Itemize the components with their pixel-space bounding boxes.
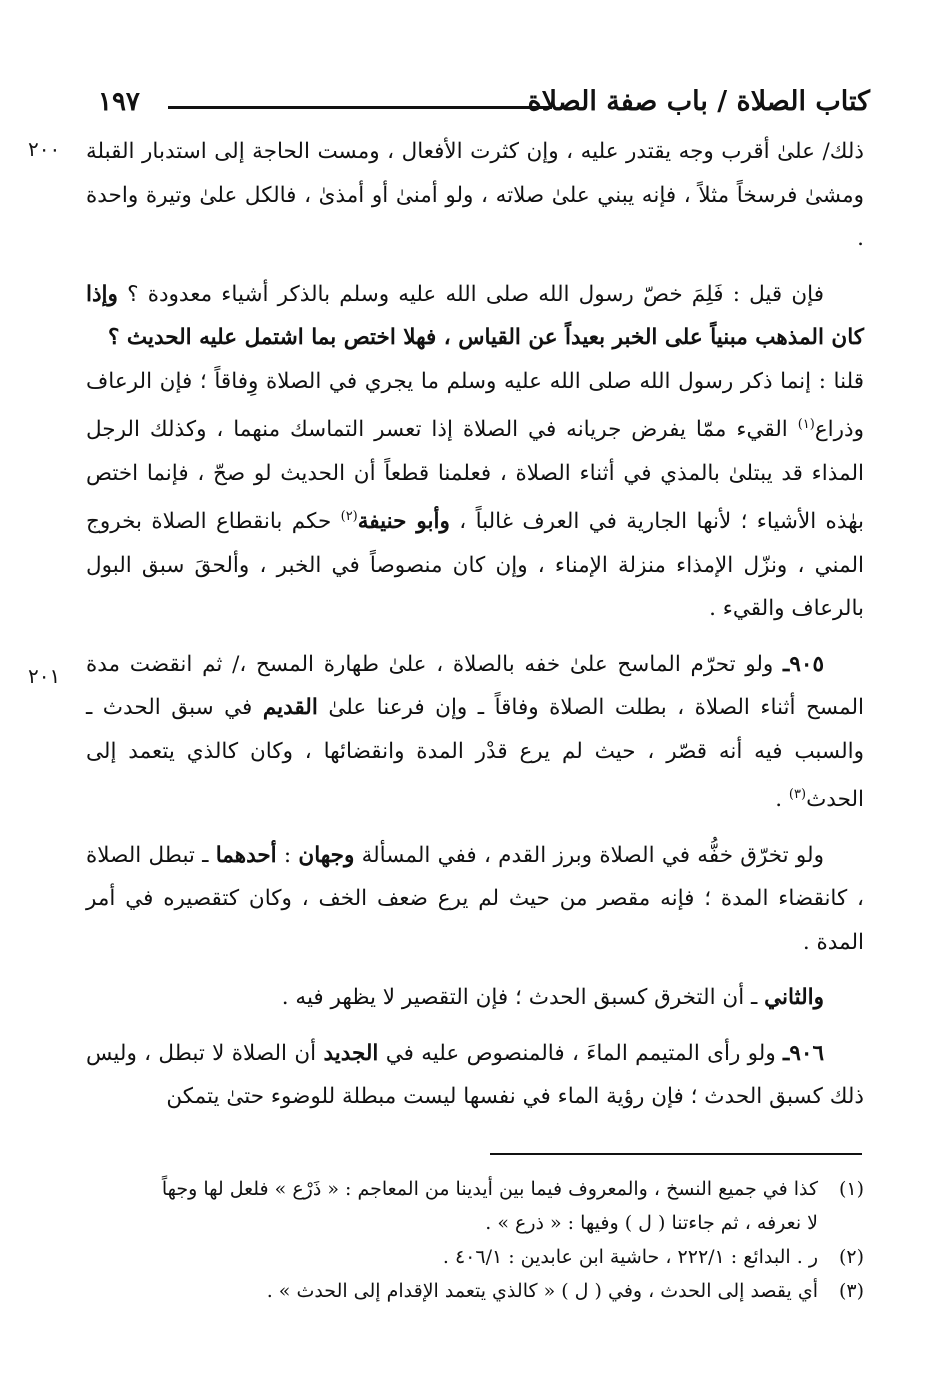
paragraph-text: ـ أن التخرق كسبق الحدث ؛ فإن التقصير لا يظهر فيه . xyxy=(281,985,765,1011)
footnote-ref: (١) xyxy=(797,417,815,432)
running-title: كتاب الصلاة / باب صفة الصلاة xyxy=(527,86,870,117)
paragraph-text: في سبق الحدث ـ والسبب فيه أنه قصّر ، حيث لم يرع قدْر المدة وانقضائها ، وكان كالذي يتعمد إلى الحدث xyxy=(86,695,865,813)
issue-number: ٩٠٦ـ xyxy=(783,1040,825,1066)
paragraph-text: ولو رأى المتيمم الماءَ ، فالمنصوص عليه في xyxy=(385,1040,784,1066)
footnote-marker: (١) xyxy=(838,1178,864,1200)
paragraph-text: فإن قيل : فَلِمَ خصّ رسول الله صلى الله عليه وسلم بالذكر أشياء معدودة ؟ xyxy=(127,281,824,307)
header-rule xyxy=(168,106,552,109)
paragraph-text: ـ تبطل الصلاة ، كانقضاء المدة ؛ فإنه مقصر من حيث لم يرع ضعف الخف ، وكان كتقصيره في أمر المدة . xyxy=(86,842,864,955)
bold-term: والثاني xyxy=(764,985,824,1011)
paragraph xyxy=(86,273,864,360)
footnote xyxy=(86,1172,864,1206)
footnote xyxy=(86,1274,864,1308)
footnote-text: لا نعرفه ، ثم جاءتنا ( ل ) وفيها : « ذرع » . xyxy=(485,1212,818,1234)
main-text xyxy=(86,130,864,1119)
paragraph-text: قلنا : إنما ذكر رسول الله صلى الله عليه وسلم ما يجري في الصلاة وِفاقاً ؛ فإن الرعاف وذراع xyxy=(86,368,864,443)
paragraph-text: أن الصلاة لا تبطل ، وليس ذلك كسبق الحدث ؛ فإن رؤية الماء في نفسها ليست مبطلة للوضوء حتىٰ يتمكن xyxy=(86,1040,864,1110)
footnote-separator xyxy=(490,1153,862,1155)
paragraph-text: القيء ممّا يفرض جريانه في الصلاة إذا تعسر التماسك منهما ، وكذلك الرجل المذاء قد يبتلىٰ بالمذي في أثناء الصلاة ، فعلمنا قطعاً أن الحديث لو صحّ ، فإنما اختص بهٰذه الأشياء ؛ لأنها الجارية في العرف غالباً ، xyxy=(86,417,864,535)
page-number: ١٩٧ xyxy=(98,87,140,117)
paragraph-text: ولو تخرّق خفُّه في الصلاة وبرز القدم ، ففي المسألة xyxy=(361,842,824,868)
margin-number: ٢٠١ xyxy=(28,664,61,688)
footnote-text: أي يقصد إلى الحدث ، وفي ( ل ) « كالذي يتعمد الإقدام إلى الحدث » . xyxy=(266,1280,818,1302)
paragraph xyxy=(86,360,864,631)
footnote-continuation xyxy=(86,1206,864,1240)
bold-term: أحدهما xyxy=(215,842,277,868)
paragraph-text: ذلك/ علىٰ أقرب وجه يقتدر عليه ، وإن كثرت الأفعال ، ومست الحاجة إلى استدبار القبلة ومشىٰ فرسخاً مثلاً ، فإنه يبني علىٰ صلاته ، ولو أمنىٰ أو أمذىٰ ، فالكل علىٰ وتيرة واحدة . xyxy=(86,139,864,251)
footnote-ref: (٢) xyxy=(340,509,358,525)
paragraph-text: . xyxy=(775,787,789,813)
paragraph xyxy=(86,834,864,965)
bold-term: الجديد xyxy=(323,1040,379,1066)
footnote-text: كذا في جميع النسخ ، والمعروف فيما بين أيدينا من المعاجم : « ذَرْع » فلعل لها وجهاً xyxy=(161,1178,818,1200)
footnotes xyxy=(86,1172,864,1308)
bold-term: القديم xyxy=(262,695,318,721)
footnote xyxy=(86,1240,864,1274)
bold-name: وأبو حنيفة xyxy=(357,509,450,535)
margin-number: ٢٠٠ xyxy=(28,137,61,161)
paragraph xyxy=(86,1032,864,1119)
page-header xyxy=(98,84,870,124)
footnote-marker: (٣) xyxy=(838,1280,864,1302)
paragraph-text: ولو تحرّم الماسح علىٰ خفه بالصلاة ، علىٰ طهارة المسح ،/ ثم انقضت مدة المسح أثناء الصلاة ، بطلت الصلاة وفاقاً ـ وإن فرعنا علىٰ xyxy=(86,651,864,721)
paragraph xyxy=(86,130,864,261)
footnote-marker: (٢) xyxy=(838,1246,864,1268)
paragraph xyxy=(86,643,864,822)
footnote-ref: (٣) xyxy=(788,787,807,803)
bold-term: وجهان xyxy=(298,842,355,868)
bold-question: وإذا كان المذهب مبنياً على الخبر بعيداً عن القياس ، فهلا اختص بما اشتمل عليه الحديث ؟ xyxy=(86,281,864,350)
issue-number: ٩٠٥ـ xyxy=(783,651,824,677)
footnote-text: ر . البدائع : ٢٢٢/١ ، حاشية ابن عابدين : ٤٠٦/١ . xyxy=(442,1246,818,1268)
paragraph-text: حكم بانقطاع الصلاة بخروج المني ، ونزّل الإمذاء منزلة الإمناء ، وإن كان منصوصاً في الخبر ، وألحقَ سبق البول بالرعاف والقيء . xyxy=(86,509,864,622)
paragraph-text: : xyxy=(276,842,299,868)
paragraph xyxy=(86,976,864,1020)
